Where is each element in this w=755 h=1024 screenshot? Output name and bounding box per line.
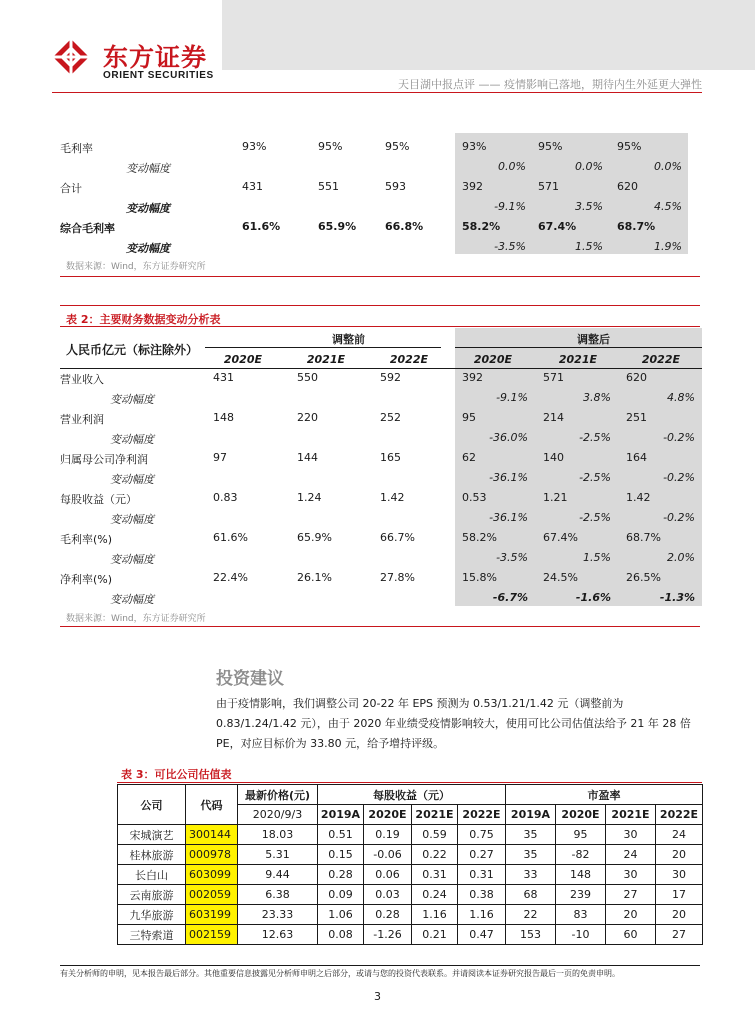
table2-cell: 392 bbox=[462, 371, 483, 384]
table2-cell: 1.24 bbox=[297, 491, 322, 504]
table3-cell: 24 bbox=[606, 845, 656, 865]
table2-row-label: 归属母公司净利润 bbox=[60, 453, 148, 466]
table2-cell: 62 bbox=[462, 451, 476, 464]
table1-cell: 68.7% bbox=[617, 220, 656, 233]
table2-cell: 165 bbox=[380, 451, 401, 464]
table2-cell: 571 bbox=[543, 371, 564, 384]
table2-cell: -3.5% bbox=[496, 551, 528, 564]
table3-cell: 0.21 bbox=[412, 925, 458, 945]
table3-cell: 35 bbox=[506, 845, 556, 865]
table3-cell: 33 bbox=[506, 865, 556, 885]
table3-company: 宋城演艺 bbox=[118, 825, 186, 845]
table2-year-header: 2021E bbox=[558, 353, 597, 366]
table3-cell: 18.03 bbox=[238, 825, 318, 845]
table3-cell: 20 bbox=[656, 905, 703, 925]
footer-disclaimer: 有关分析师的申明，见本报告最后部分。其他重要信息披露见分析师申明之后部分，或请与您的投资代表联系。并请阅读本证券研究报告最后一页的免责申明。 bbox=[60, 969, 620, 978]
table1-cell: 392 bbox=[462, 180, 483, 193]
table1-cell: 58.2% bbox=[462, 220, 501, 233]
table2-row-label: 变动幅度 bbox=[110, 593, 154, 606]
table2-cell: 0.53 bbox=[462, 491, 487, 504]
table3-row bbox=[118, 925, 703, 945]
investment-paragraph: 由于疫情影响，我们调整公司 20-22 年 EPS 预测为 0.53/1.21/1.42 元（调整前为 0.83/1.24/1.42 元），由于 2020 年业绩受疫情影响较大，使用可比公司估值法给予 21 年 28 倍 PE，对应目标价为 33.80 元，给予增持评级。 bbox=[216, 697, 691, 750]
table3-cell: 9.44 bbox=[238, 865, 318, 885]
table3-company: 桂林旅游 bbox=[118, 845, 186, 865]
table3-cell: 35 bbox=[506, 825, 556, 845]
table3-company: 长白山 bbox=[118, 865, 186, 885]
table1-cell: 66.8% bbox=[385, 220, 424, 233]
table2-cell: 148 bbox=[213, 411, 234, 424]
table2-adjusted-shade bbox=[455, 328, 702, 606]
table2-cell: 26.1% bbox=[297, 571, 332, 584]
table3-cell: 0.15 bbox=[318, 845, 364, 865]
table1-cell: 431 bbox=[242, 180, 263, 193]
table2-cell: -1.6% bbox=[575, 591, 611, 604]
table1-cell: 0.0% bbox=[498, 160, 526, 173]
table2-row-label: 每股收益（元） bbox=[60, 493, 137, 506]
table3-cell: 17 bbox=[656, 885, 703, 905]
table3-cell: 24 bbox=[656, 825, 703, 845]
table3-cell: 1.16 bbox=[412, 905, 458, 925]
table3-cell: 0.09 bbox=[318, 885, 364, 905]
table1-cell: 4.5% bbox=[654, 200, 682, 213]
table1-cell: 61.6% bbox=[242, 220, 281, 233]
table3-head-code: 代码 bbox=[186, 785, 238, 825]
table2-cell: 1.5% bbox=[583, 551, 611, 564]
table2-unit-label: 人民币亿元（标注除外） bbox=[66, 343, 199, 357]
table3-cell: 27 bbox=[606, 885, 656, 905]
table1-row-label: 变动幅度 bbox=[126, 242, 170, 255]
table3-cell: 83 bbox=[556, 905, 606, 925]
table3-cell: 20 bbox=[656, 845, 703, 865]
table2-row-label: 毛利率(%) bbox=[60, 533, 113, 546]
table3-cell: 0.27 bbox=[458, 845, 506, 865]
footer-rule bbox=[60, 965, 700, 966]
table3-year: 2022E bbox=[656, 805, 703, 825]
table1-cell: 93% bbox=[462, 140, 487, 153]
table3-row bbox=[118, 825, 703, 845]
table3-cell: 148 bbox=[556, 865, 606, 885]
table2-cell: 140 bbox=[543, 451, 564, 464]
table2-cell: -0.2% bbox=[663, 431, 695, 444]
table1-cell: 0.0% bbox=[654, 160, 682, 173]
header-banner bbox=[222, 0, 755, 70]
table3-code: 000978 bbox=[186, 845, 238, 865]
table3-cell: 12.63 bbox=[238, 925, 318, 945]
table3-cell: 0.06 bbox=[364, 865, 412, 885]
table2-row-label: 变动幅度 bbox=[110, 553, 154, 566]
table2-caption: 表 2：主要财务数据变动分析表 bbox=[66, 313, 221, 326]
table2-group-before-rule bbox=[205, 347, 441, 348]
table1-row-label: 变动幅度 bbox=[126, 202, 170, 215]
table2-cell: -2.5% bbox=[579, 431, 611, 444]
table3-cell: 0.59 bbox=[412, 825, 458, 845]
table2-year-header: 2020E bbox=[223, 353, 262, 366]
table1-row-label: 合计 bbox=[60, 182, 82, 195]
table3-cell: 30 bbox=[606, 865, 656, 885]
table3-cell: -82 bbox=[556, 845, 606, 865]
table2-cell: -0.2% bbox=[663, 471, 695, 484]
table1-cell: 65.9% bbox=[318, 220, 357, 233]
table3-cell: -1.26 bbox=[364, 925, 412, 945]
table3-cell: 27 bbox=[656, 925, 703, 945]
table2-row-label: 变动幅度 bbox=[110, 393, 154, 406]
table1-source: 数据来源：Wind，东方证券研究所 bbox=[66, 262, 206, 272]
table3-year: 2020E bbox=[556, 805, 606, 825]
table2-cell: 620 bbox=[626, 371, 647, 384]
table3-cell: 0.24 bbox=[412, 885, 458, 905]
table1-cell: 571 bbox=[538, 180, 559, 193]
table1-cell: 95% bbox=[617, 140, 642, 153]
table2-cell: -0.2% bbox=[663, 511, 695, 524]
table3-cell: 0.31 bbox=[412, 865, 458, 885]
table2-cell: 61.6% bbox=[213, 531, 248, 544]
table2-cell: -6.7% bbox=[492, 591, 528, 604]
table1-row-label: 综合毛利率 bbox=[60, 222, 115, 235]
table3-company: 云南旅游 bbox=[118, 885, 186, 905]
table1-cell: 95% bbox=[385, 140, 410, 153]
table1-cell: 95% bbox=[538, 140, 563, 153]
table2-cell: 24.5% bbox=[543, 571, 578, 584]
table3-cell: 30 bbox=[656, 865, 703, 885]
table3-cell: 0.22 bbox=[412, 845, 458, 865]
table3-head-pe: 市盈率 bbox=[506, 785, 703, 805]
table2-cell: 0.83 bbox=[213, 491, 238, 504]
table1-row-label: 毛利率 bbox=[60, 142, 93, 155]
table3-cell: 0.19 bbox=[364, 825, 412, 845]
table2-cell: 95 bbox=[462, 411, 476, 424]
table1-cell: 1.9% bbox=[654, 240, 682, 253]
table2-cell: 22.4% bbox=[213, 571, 248, 584]
table3-cell: 95 bbox=[556, 825, 606, 845]
table3-cell: -10 bbox=[556, 925, 606, 945]
table2-cell: 431 bbox=[213, 371, 234, 384]
table2-row-label: 变动幅度 bbox=[110, 513, 154, 526]
table2-cell: 144 bbox=[297, 451, 318, 464]
table3-year: 2021E bbox=[412, 805, 458, 825]
table1-cell: 67.4% bbox=[538, 220, 577, 233]
table1-cell: 0.0% bbox=[575, 160, 603, 173]
table2-cell: -36.1% bbox=[489, 471, 528, 484]
page-number: 3 bbox=[374, 990, 381, 1003]
table1-cell: 95% bbox=[318, 140, 343, 153]
table3-cell: 20 bbox=[606, 905, 656, 925]
table2-cell: 1.21 bbox=[543, 491, 568, 504]
table2-cell: -36.0% bbox=[489, 431, 528, 444]
table3-cell: 153 bbox=[506, 925, 556, 945]
table3-head-company: 公司 bbox=[118, 785, 186, 825]
table3-cell: 0.75 bbox=[458, 825, 506, 845]
table2-cell: 97 bbox=[213, 451, 227, 464]
table3-year: 2019A bbox=[318, 805, 364, 825]
table2-year-header: 2022E bbox=[641, 353, 680, 366]
table1-cell: 93% bbox=[242, 140, 267, 153]
table3-cell: 0.47 bbox=[458, 925, 506, 945]
table3-cell: 5.31 bbox=[238, 845, 318, 865]
table2-cell: 252 bbox=[380, 411, 401, 424]
table1-cell: 620 bbox=[617, 180, 638, 193]
valuation-table bbox=[117, 784, 703, 945]
table3-cell: 0.03 bbox=[364, 885, 412, 905]
header-rule bbox=[52, 92, 702, 93]
table3-cell: 1.06 bbox=[318, 905, 364, 925]
table2-cell: 67.4% bbox=[543, 531, 578, 544]
table3-caption-rule bbox=[117, 782, 702, 783]
logo-chinese: 东方证券 bbox=[103, 43, 208, 72]
table2-cell: -9.1% bbox=[496, 391, 528, 404]
table1-adjusted-shade bbox=[455, 133, 688, 254]
table1-bottom-rule bbox=[60, 276, 700, 277]
table2-source: 数据来源：Wind，东方证券研究所 bbox=[66, 614, 206, 624]
table3-cell: 1.16 bbox=[458, 905, 506, 925]
table3-caption: 表 3：可比公司估值表 bbox=[121, 768, 232, 781]
report-subtitle: 天目湖中报点评 —— 疫情影响已落地，期待内生外延更大弹性 bbox=[398, 78, 702, 91]
table2-group-after: 调整后 bbox=[577, 333, 610, 346]
table1-cell: 593 bbox=[385, 180, 406, 193]
table3-code: 300144 bbox=[186, 825, 238, 845]
table2-cell: 27.8% bbox=[380, 571, 415, 584]
logo-english: ORIENT SECURITIES bbox=[103, 70, 214, 81]
table2-year-header: 2020E bbox=[473, 353, 512, 366]
table2-cell: 550 bbox=[297, 371, 318, 384]
table2-group-after-rule bbox=[455, 347, 702, 348]
table2-row-label: 变动幅度 bbox=[110, 473, 154, 486]
table3-row bbox=[118, 865, 703, 885]
table3-year: 2019A bbox=[506, 805, 556, 825]
table2-caption-rule bbox=[60, 326, 700, 327]
table1-cell: 3.5% bbox=[575, 200, 603, 213]
table3-code: 603199 bbox=[186, 905, 238, 925]
table2-cell: 164 bbox=[626, 451, 647, 464]
table3-cell: 0.51 bbox=[318, 825, 364, 845]
table2-row-label: 变动幅度 bbox=[110, 433, 154, 446]
table3-cell: 0.08 bbox=[318, 925, 364, 945]
table2-cell: -1.3% bbox=[659, 591, 695, 604]
table3-cell: 6.38 bbox=[238, 885, 318, 905]
table3-code: 603099 bbox=[186, 865, 238, 885]
table2-cell: 1.42 bbox=[626, 491, 651, 504]
table3-company: 九华旅游 bbox=[118, 905, 186, 925]
table2-top-rule bbox=[60, 305, 700, 306]
table3-cell: 0.28 bbox=[364, 905, 412, 925]
table3-code: 002059 bbox=[186, 885, 238, 905]
table2-cell: 58.2% bbox=[462, 531, 497, 544]
table3-price-date: 2020/9/3 bbox=[238, 805, 318, 825]
table2-year-header: 2021E bbox=[306, 353, 345, 366]
table3-year: 2020E bbox=[364, 805, 412, 825]
table2-cell: 66.7% bbox=[380, 531, 415, 544]
table3-cell: 68 bbox=[506, 885, 556, 905]
table3-head-price: 最新价格(元) bbox=[238, 785, 318, 805]
table3-head-eps: 每股收益（元） bbox=[318, 785, 506, 805]
table1-cell: -9.1% bbox=[494, 200, 526, 213]
table2-row-label: 净利率(%) bbox=[60, 573, 113, 586]
table3-row bbox=[118, 885, 703, 905]
table2-cell: 26.5% bbox=[626, 571, 661, 584]
table2-bottom-rule bbox=[60, 626, 700, 627]
table3-cell: 22 bbox=[506, 905, 556, 925]
table2-cell: 1.42 bbox=[380, 491, 405, 504]
table3-cell: 23.33 bbox=[238, 905, 318, 925]
table1-row-label: 变动幅度 bbox=[126, 162, 170, 175]
table3-row bbox=[118, 905, 703, 925]
table2-cell: -2.5% bbox=[579, 511, 611, 524]
table2-cell: -2.5% bbox=[579, 471, 611, 484]
table2-cell: 214 bbox=[543, 411, 564, 424]
table3-cell: 30 bbox=[606, 825, 656, 845]
table2-cell: 3.8% bbox=[583, 391, 611, 404]
table1-cell: 1.5% bbox=[575, 240, 603, 253]
orient-logo-icon bbox=[52, 38, 90, 76]
table3-row bbox=[118, 845, 703, 865]
table1-cell: -3.5% bbox=[494, 240, 526, 253]
table2-cell: -36.1% bbox=[489, 511, 528, 524]
table2-cell: 592 bbox=[380, 371, 401, 384]
table2-year-header: 2022E bbox=[389, 353, 428, 366]
table2-group-before: 调整前 bbox=[332, 333, 365, 346]
table2-cell: 15.8% bbox=[462, 571, 497, 584]
table3-cell: 0.28 bbox=[318, 865, 364, 885]
table3-year: 2022E bbox=[458, 805, 506, 825]
table2-cell: 2.0% bbox=[667, 551, 695, 564]
table2-cell: 4.8% bbox=[667, 391, 695, 404]
table2-cell: 251 bbox=[626, 411, 647, 424]
table2-row-label: 营业利润 bbox=[60, 413, 104, 426]
table3-cell: 0.38 bbox=[458, 885, 506, 905]
table2-row-label: 营业收入 bbox=[60, 373, 104, 386]
table3-header-row bbox=[118, 785, 703, 805]
table2-cell: 68.7% bbox=[626, 531, 661, 544]
table3-company: 三特索道 bbox=[118, 925, 186, 945]
table2-header-rule bbox=[60, 368, 702, 369]
table3-cell: 60 bbox=[606, 925, 656, 945]
table3-cell: -0.06 bbox=[364, 845, 412, 865]
table3-cell: 0.31 bbox=[458, 865, 506, 885]
investment-title: 投资建议 bbox=[216, 669, 284, 689]
table1-cell: 551 bbox=[318, 180, 339, 193]
table3-year: 2021E bbox=[606, 805, 656, 825]
table2-cell: 65.9% bbox=[297, 531, 332, 544]
table2-cell: 220 bbox=[297, 411, 318, 424]
table3-code: 002159 bbox=[186, 925, 238, 945]
table3-cell: 239 bbox=[556, 885, 606, 905]
